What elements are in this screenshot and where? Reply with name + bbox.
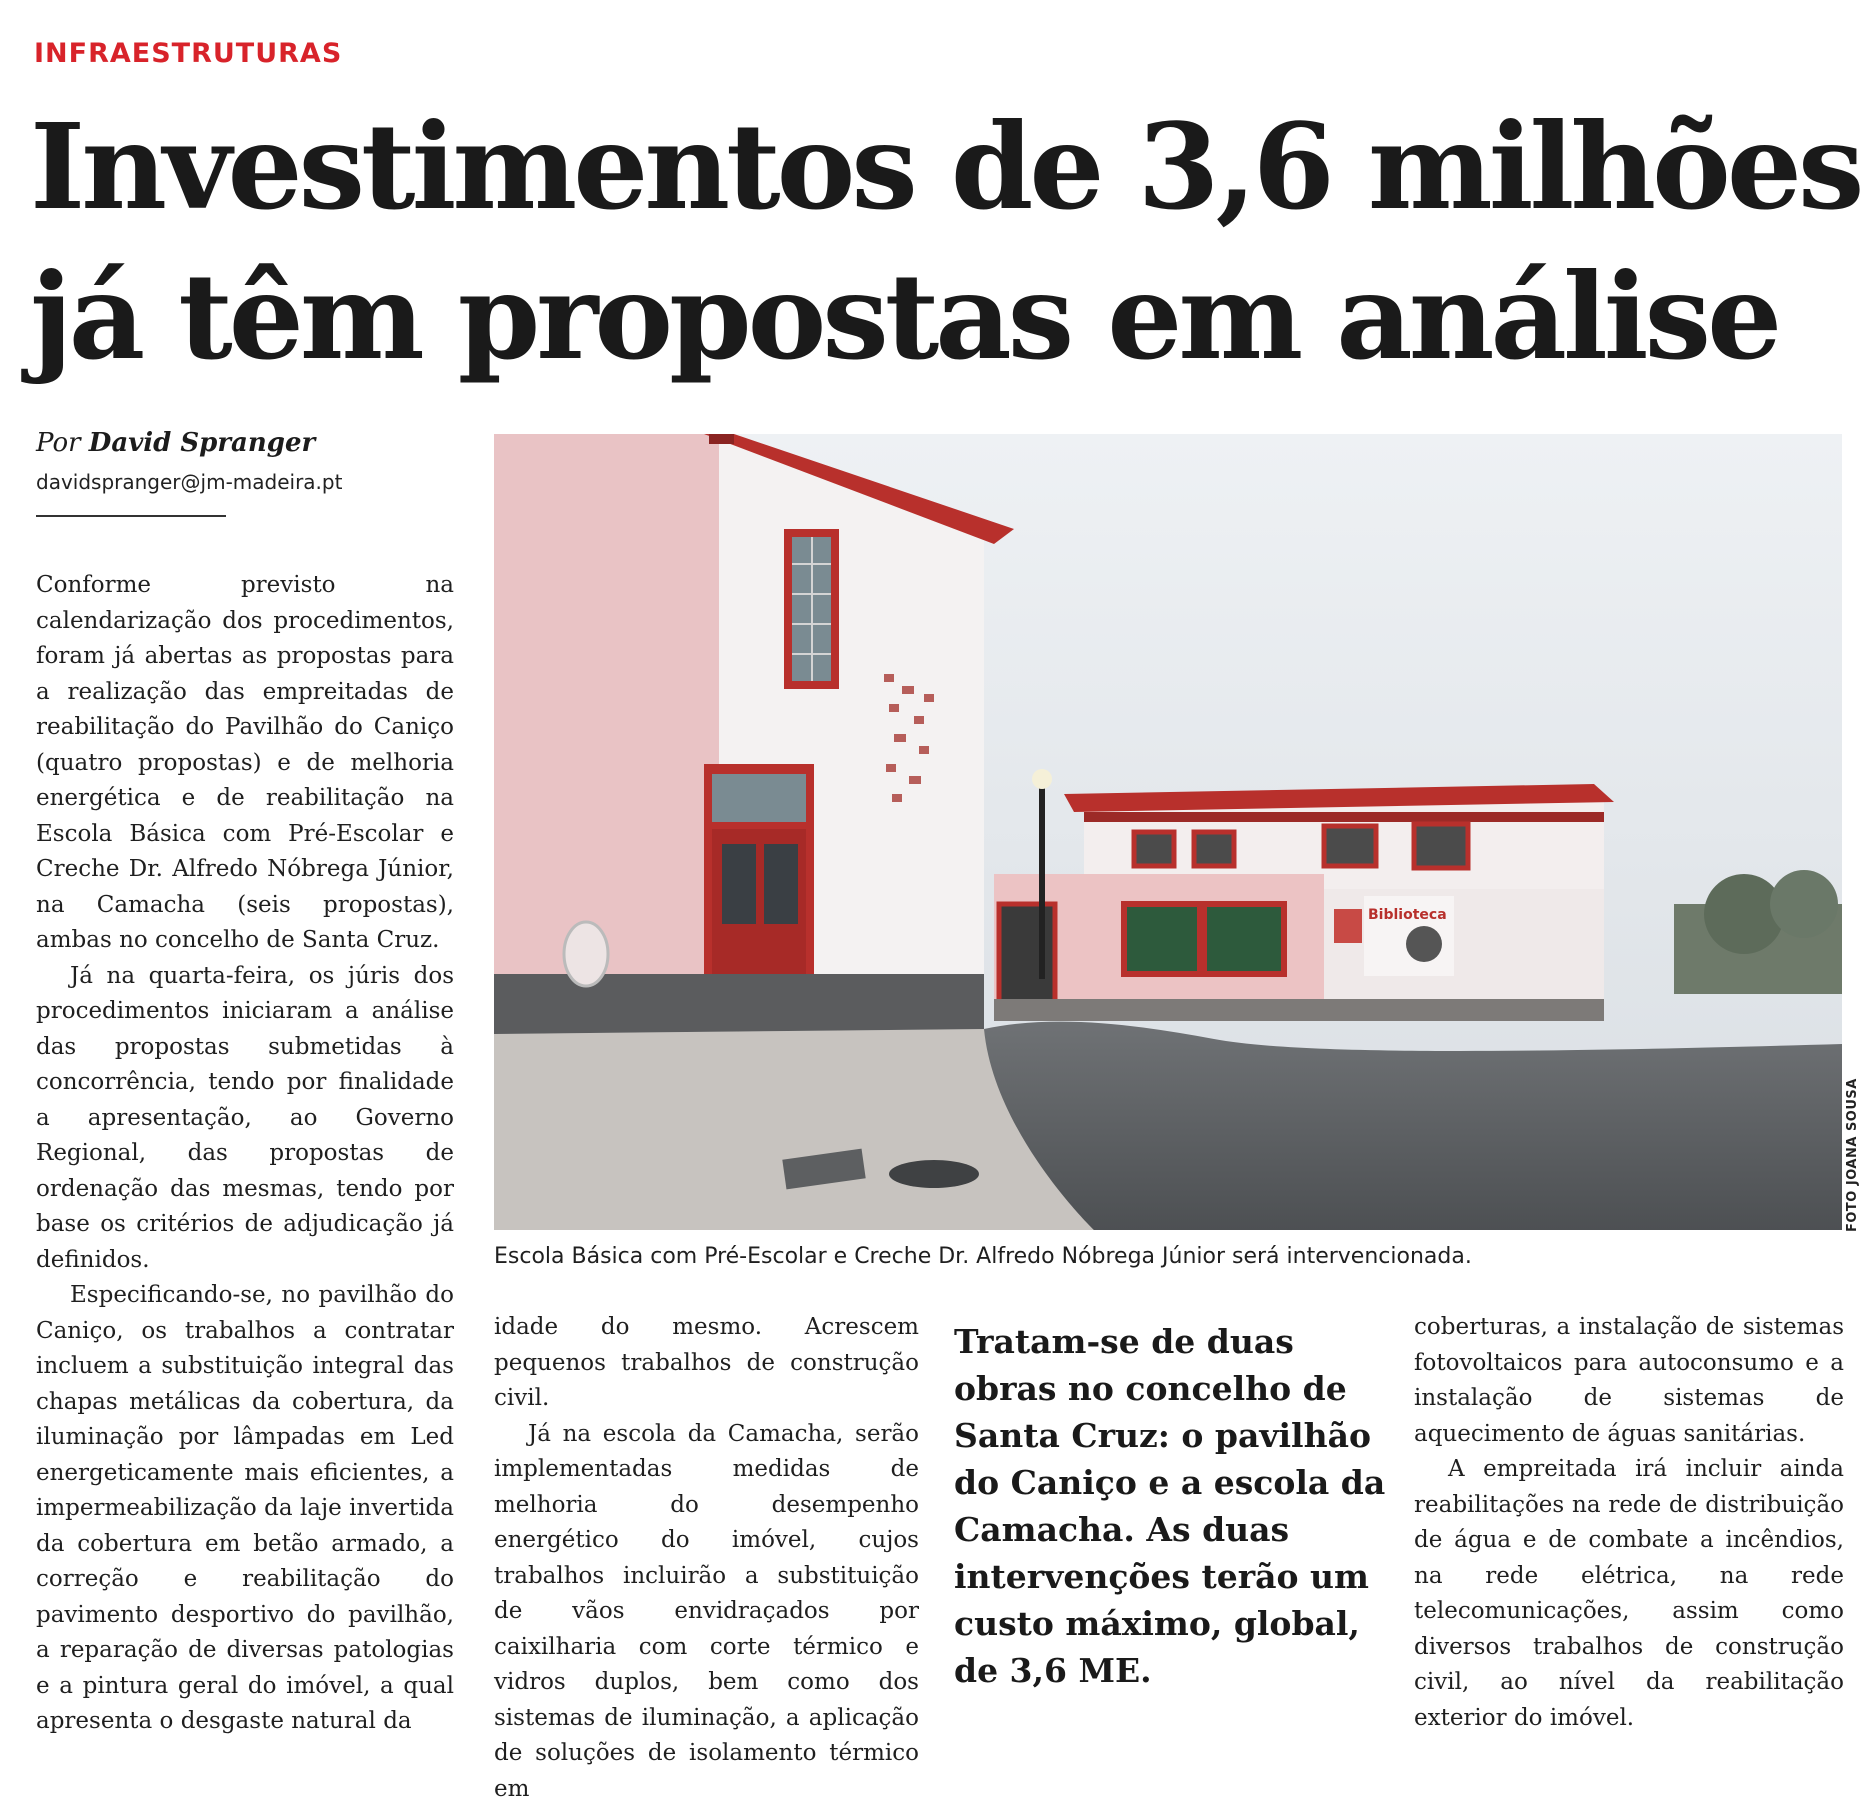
paragraph: Já na escola da Camacha, serão implementadas medidas de melhoria do desempenho energético do imóvel, cujos trabalhos incluirão a substituição de vãos envidraçados por caixilharia com corte térmico e vidros duplos, bem como dos sistemas de iluminação, a aplicação de soluções de isolamento térmico em <box>494 1417 919 1807</box>
body-column-2 <box>494 1310 919 1807</box>
paragraph: coberturas, a instalação de sistemas fotovoltaicos para autoconsumo e a instalação de sistemas de aquecimento de águas sanitárias. <box>1414 1310 1844 1452</box>
byline <box>36 428 315 458</box>
byline-prefix: Por <box>36 428 81 458</box>
headline <box>30 92 1830 392</box>
photo-caption: Escola Básica com Pré-Escolar e Creche Dr. Alfredo Nóbrega Júnior será intervencionada. <box>494 1244 1472 1269</box>
school-building-illustration <box>494 434 1842 1230</box>
pull-quote: Tratam-se de duas obras no concelho de Santa Cruz: o pavilhão do Caniço e a escola da Camacha. As duas intervenções terão um custo máximo, global, de 3,6 ME. <box>954 1318 1394 1694</box>
body-column-1 <box>36 568 454 1740</box>
paragraph: A empreitada irá incluir ainda reabilitações na rede de distribuição de água e de combate a incêndios, na rede elétrica, na rede telecomunicações, assim como diversos trabalhos de construção civil, ao nível da reabilitação exterior do imóvel. <box>1414 1452 1844 1736</box>
section-tag: INFRAESTRUTURAS <box>34 38 342 69</box>
author-email[interactable]: davidspranger@jm-madeira.pt <box>36 470 342 494</box>
body-column-4 <box>1414 1310 1844 1736</box>
photo-credit: FOTO JOANA SOUSA <box>1845 1078 1860 1232</box>
paragraph: idade do mesmo. Acrescem pequenos trabalhos de construção civil. <box>494 1310 919 1417</box>
byline-divider <box>36 515 226 517</box>
paragraph: Conforme previsto na calendarização dos procedimentos, foram já abertas as propostas para a realização das empreitadas de reabilitação do Pavilhão do Caniço (quatro propostas) e de melhoria energética e de reabilitação na Escola Básica com Pré-Escolar e Creche Dr. Alfredo Nóbrega Júnior, na Camacha (seis propostas), ambas no concelho de Santa Cruz. <box>36 568 454 959</box>
library-sign-text: Biblioteca <box>1368 907 1447 923</box>
paragraph: Já na quarta-feira, os júris dos procedimentos iniciaram a análise das propostas submetidas à concorrência, tendo por finalidade a apresentação, ao Governo Regional, das propostas de ordenação das mesmas, tendo por base os critérios de adjudicação já definidos. <box>36 959 454 1279</box>
headline-line-2: já têm propostas em análise <box>30 242 1830 392</box>
article-photo <box>494 434 1842 1230</box>
paragraph: Especificando-se, no pavilhão do Caniço, os trabalhos a contratar incluem a substituição integral das chapas metálicas da cobertura, da iluminação por lâmpadas em Led energeticamente mais eficientes, a impermeabilização da laje invertida da cobertura em betão armado, a correção e reabilitação do pavimento desportivo do pavilhão, a reparação de diversas patologias e a pintura geral do imóvel, a qual apresenta o desgaste natural da <box>36 1278 454 1740</box>
headline-line-1: Investimentos de 3,6 milhões <box>30 92 1830 242</box>
byline-author: David Spranger <box>89 428 315 458</box>
